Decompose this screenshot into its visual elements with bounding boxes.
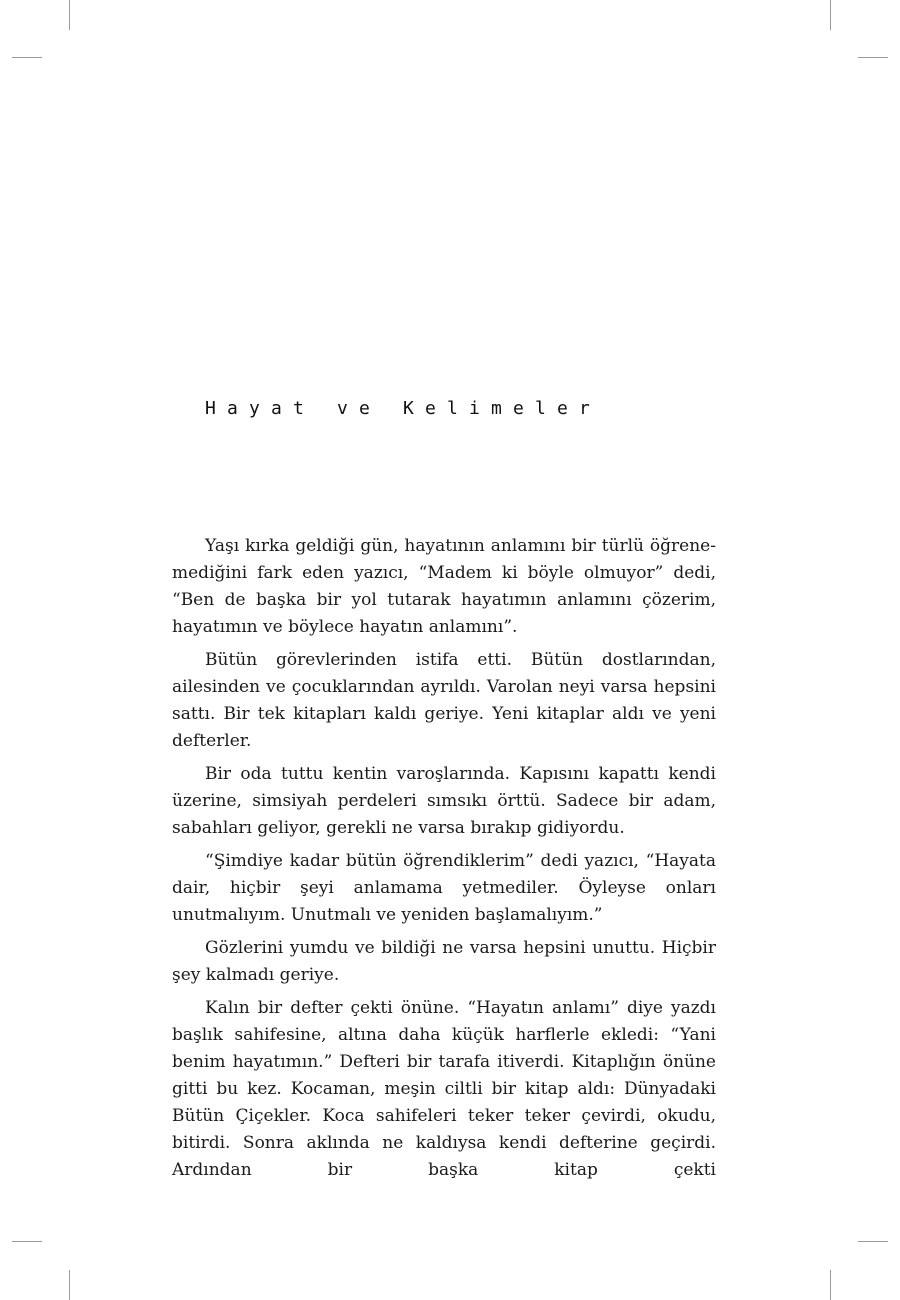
paragraph: Gözlerini yumdu ve bildiği ne varsa hepsini unuttu. Hiçbir şey kalmadı geriye.	[172, 938, 716, 985]
body-text	[172, 533, 716, 1190]
crop-mark-bottom-right	[830, 1270, 831, 1300]
crop-mark-bottom-left	[69, 1270, 70, 1300]
crop-mark-left-bottom	[12, 1241, 42, 1242]
crop-mark-right-top	[858, 57, 888, 58]
paragraph: Kalın bir defter çekti önüne. “Hayatın anlamı” diye yazdı başlık sahifesine, altına daha küçük harflerle ekledi: “Yani benim hayatımın.” Defteri bir tarafa itiverdi. Kitaplığın önüne gitti bu kez. Kocaman, meşin ciltli bir kitap aldı: Dünyadaki Bütün Çiçekler. Koca sahifeleri teker teker çevirdi, okudu, bitirdi. Sonra aklında ne kaldıysa kendi defterine geçirdi. Ardından bir başka kitap çekti	[172, 998, 716, 1180]
paragraph: Bütün görevlerinden istifa etti. Bütün dostlarından, ailesinden ve çocuklarından ayrıldı. Varolan neyi varsa hepsini sattı. Bir tek kitapları kaldı geriye. Yeni kitaplar aldı ve yeni defterler.	[172, 650, 716, 751]
crop-mark-right-bottom	[858, 1241, 888, 1242]
crop-mark-top-left	[69, 0, 70, 30]
paragraph: Yaşı kırka geldiği gün, hayatının anlamını bir türlü öğrenemediğini fark eden yazıcı, “Madem ki böyle olmuyor” dedi, “Ben de başka bir yol tutarak hayatımın anlamını çözerim, hayatımın ve böylece hayatın anlamını”.	[172, 536, 716, 637]
crop-mark-left-top	[12, 57, 42, 58]
paragraph: “Şimdiye kadar bütün öğrendiklerim” dedi yazıcı, “Hayata dair, hiçbir şeyi anlamama yetmediler. Öyleyse onları unutmalıyım. Unutmalı ve yeniden başlamalıyım.”	[172, 851, 716, 925]
crop-mark-top-right	[830, 0, 831, 30]
chapter-title: Hayat ve Kelimeler	[205, 398, 601, 419]
paragraph: Bir oda tuttu kentin varoşlarında. Kapısını kapattı kendi üzerine, simsiyah perdeleri sımsıkı örttü. Sadece bir adam, sabahları geliyor, gerekli ne varsa bırakıp gidiyordu.	[172, 764, 716, 838]
